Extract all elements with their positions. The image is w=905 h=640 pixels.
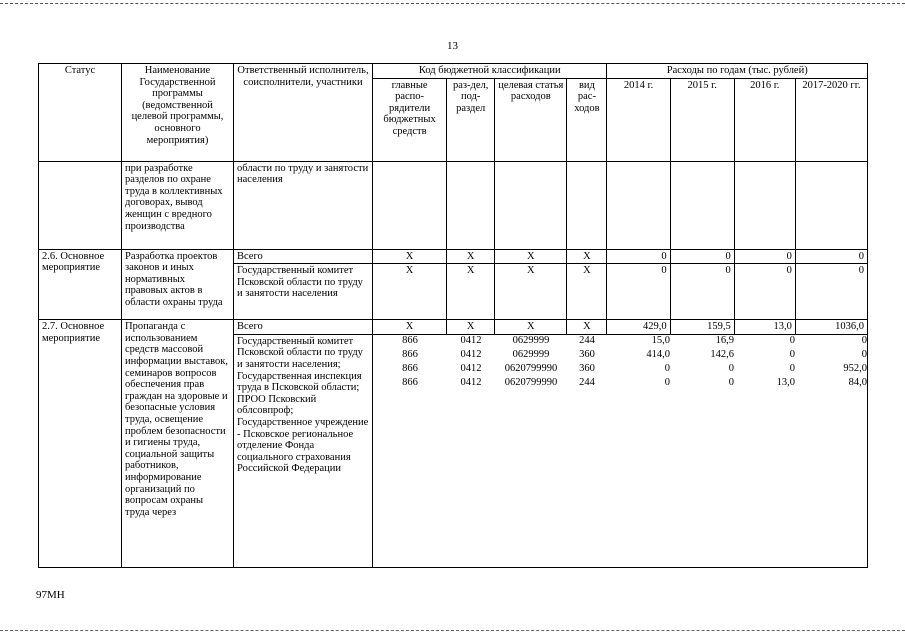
r27-y2017-total: 1036,0 xyxy=(795,320,867,335)
r27-line-grbs: 866 xyxy=(402,376,418,388)
header-name: Наименование Государственной программы (ведомственной целевой программы, основного мероприятия) xyxy=(122,64,234,162)
budget-table xyxy=(38,63,868,568)
r26-rzpr-1: X xyxy=(447,264,495,320)
cont-status xyxy=(39,161,122,249)
header-csr: целевая статья расходов xyxy=(495,78,567,161)
r27-filler-cell xyxy=(734,391,795,557)
r27-line-y2015: 0 xyxy=(728,362,734,374)
r26-y2017-0: 0 xyxy=(795,249,867,264)
r26-y2016-0: 0 xyxy=(734,249,795,264)
cont-name: при разработке разделов по охране труда в коллективных договорах, вывод женщин с вредного производства xyxy=(122,161,234,249)
r27-line-y2014: 15,0 xyxy=(651,334,670,346)
r27-line-y2017: 952,0 xyxy=(843,362,867,374)
r27-rzpr-total: X xyxy=(447,320,495,335)
r27-name: Пропаганда с использованием средств массовой информации выставок, семинаров вопросов обеспечения прав граждан на здоровые и безопасные условия труда, освещение проблем безопасности и гигиены труда, социальной защиты работников, информирование организаций по вопросам охраны труда через xyxy=(122,320,234,568)
r26-status: 2.6. Основное мероприятие xyxy=(39,249,122,320)
r27-y2014-total: 429,0 xyxy=(607,320,670,335)
row-2-6-total xyxy=(39,249,868,264)
r27-status: 2.7. Основное мероприятие xyxy=(39,320,122,568)
r27-executor: Государственный комитет Псковской области по труду и занятости населения; Государственная инспекция труда в Псковской области; ПРОО Псковский облсовпроф; Государственное учреждение - Псковское региональное отделение Фонда социального страхования Российской Федерации xyxy=(234,334,373,567)
r27-line-vr: 360 xyxy=(579,348,595,360)
r27-line-rzpr: 0412 xyxy=(460,362,482,374)
r26-vr-1: X xyxy=(567,264,607,320)
r26-csr-0: X xyxy=(495,249,567,264)
r27-filler-cell xyxy=(795,391,867,557)
r27-line-csr: 0629999 xyxy=(512,348,550,360)
r27-line-y2017: 0 xyxy=(861,348,867,360)
r26-vr-0: X xyxy=(567,249,607,264)
r27-line-y2016: 0 xyxy=(789,348,795,360)
r26-y2014-1: 0 xyxy=(607,264,670,320)
r26-y2015-1: 0 xyxy=(670,264,734,320)
header-status: Статус xyxy=(39,64,122,162)
header-executor: Ответственный исполнитель, соисполнители, участники xyxy=(234,64,373,162)
scan-top-line xyxy=(0,3,905,4)
header-grbs: главные распо-рядители бюджетных средств xyxy=(373,78,447,161)
r27-lines xyxy=(373,335,867,557)
r27-line xyxy=(373,377,867,391)
r27-line-grbs: 866 xyxy=(402,348,418,360)
header-vr: вид рас-ходов xyxy=(567,78,607,161)
r27-line-csr: 0620799990 xyxy=(504,376,558,388)
r26-y2015-0: 0 xyxy=(670,249,734,264)
r27-line-y2016: 0 xyxy=(789,362,795,374)
r26-grbs-0: X xyxy=(373,249,447,264)
r27-line-y2015: 0 xyxy=(728,376,734,388)
r27-filler-cell xyxy=(495,391,567,557)
r27-filler-cell xyxy=(373,391,447,557)
r27-line xyxy=(373,335,867,349)
cont-executor: области по труду и занятости населения xyxy=(234,161,373,249)
r26-grbs-1: X xyxy=(373,264,447,320)
r27-line-rzpr: 0412 xyxy=(460,348,482,360)
header-2015: 2015 г. xyxy=(670,78,734,161)
header-2017-2020: 2017-2020 гг. xyxy=(795,78,867,161)
r26-name: Разработка проектов законов и иных нормативных правовых актов в области охраны труда xyxy=(122,249,234,320)
r27-line-y2015: 16,9 xyxy=(715,334,734,346)
r27-filler xyxy=(373,391,867,557)
r26-exec-1: Государственный комитет Псковской области по труду и занятости населения xyxy=(234,264,373,320)
r27-vr-total: X xyxy=(567,320,607,335)
r27-line-vr: 360 xyxy=(579,362,595,374)
header-row xyxy=(39,64,868,79)
r26-csr-1: X xyxy=(495,264,567,320)
r27-lines-cell xyxy=(373,334,868,567)
r27-filler-cell xyxy=(670,391,734,557)
r27-line xyxy=(373,363,867,377)
r27-line-y2016: 13,0 xyxy=(776,376,795,388)
page-number: 13 xyxy=(447,40,458,52)
r27-line-grbs: 866 xyxy=(402,334,418,346)
r27-line-y2017: 0 xyxy=(861,334,867,346)
r27-filler-cell xyxy=(607,391,670,557)
r27-line-y2017: 84,0 xyxy=(848,376,867,388)
r26-exec-0: Всего xyxy=(234,249,373,264)
header-2014: 2014 г. xyxy=(607,78,670,161)
r27-line-y2014: 0 xyxy=(664,362,670,374)
r27-line-csr: 0620799990 xyxy=(504,362,558,374)
r26-rzpr-0: X xyxy=(447,249,495,264)
r26-y2016-1: 0 xyxy=(734,264,795,320)
r27-line-rzpr: 0412 xyxy=(460,376,482,388)
continuation-row xyxy=(39,161,868,249)
r27-csr-total: X xyxy=(495,320,567,335)
r26-y2017-1: 0 xyxy=(795,264,867,320)
row-2-7-total xyxy=(39,320,868,335)
r27-line-vr: 244 xyxy=(579,376,595,388)
scan-bottom-line xyxy=(0,630,905,631)
r27-line-y2015: 142,6 xyxy=(710,348,734,360)
r27-y2016-total: 13,0 xyxy=(734,320,795,335)
r27-line-y2014: 0 xyxy=(664,376,670,388)
r27-y2015-total: 159,5 xyxy=(670,320,734,335)
r27-filler-cell xyxy=(567,391,607,557)
footer-code: 97МН xyxy=(36,589,65,601)
r27-line-y2014: 414,0 xyxy=(646,348,670,360)
r27-exec-total: Всего xyxy=(234,320,373,335)
r27-line-rzpr: 0412 xyxy=(460,334,482,346)
header-code-group: Код бюджетной классификации xyxy=(373,64,607,79)
r27-line-vr: 244 xyxy=(579,334,595,346)
r27-line xyxy=(373,349,867,363)
header-2016: 2016 г. xyxy=(734,78,795,161)
r27-filler-cell xyxy=(447,391,495,557)
r27-line-csr: 0629999 xyxy=(512,334,550,346)
r27-line-y2016: 0 xyxy=(789,334,795,346)
header-rzpr: раз-дел, под-раздел xyxy=(447,78,495,161)
r26-y2014-0: 0 xyxy=(607,249,670,264)
r27-line-grbs: 866 xyxy=(402,362,418,374)
r27-grbs-total: X xyxy=(373,320,447,335)
header-spend-group: Расходы по годам (тыс. рублей) xyxy=(607,64,868,79)
